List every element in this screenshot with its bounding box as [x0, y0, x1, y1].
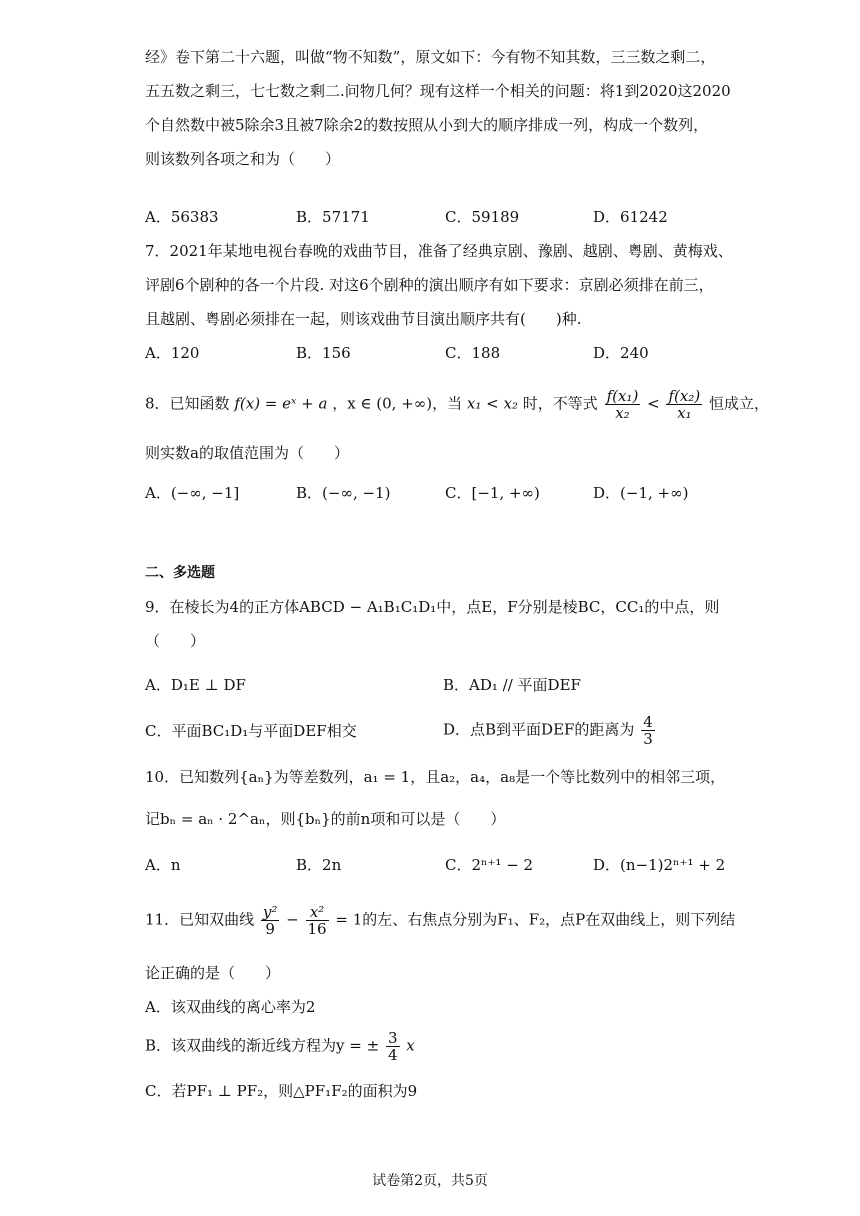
q11-frac2-den: 16	[307, 920, 327, 938]
q8-suffix: 恒成立，	[708, 394, 769, 413]
q6-option-d: D．61242	[593, 208, 668, 226]
q6-line-2: 五五数之剩三，七七数之剩二.问物几何？现有这样一个相关的问题：将1到2020这2020	[145, 82, 731, 100]
q8-condition: x₁ < x₂	[466, 394, 518, 413]
q11-b-den: 4	[387, 1046, 398, 1064]
q7-option-c: C．188	[445, 344, 501, 362]
q8-option-c: C．[−1, +∞)	[445, 484, 540, 502]
q8-line-2: 则实数a的取值范围为（ ）	[145, 444, 349, 462]
q10-option-c: C．2ⁿ⁺¹ − 2	[445, 856, 534, 874]
q7-line-3: 且越剧、粤剧必须排在一起，则该戏曲节目演出顺序共有( )种.	[145, 310, 582, 328]
q8-fraction-2	[666, 388, 702, 421]
q9-option-c: C．平面BC₁D₁与平面DEF相交	[145, 722, 357, 740]
q7-option-b: B．156	[296, 344, 351, 362]
q8-domain: ，x ∈ (0, +∞)，当	[332, 394, 463, 413]
q8-line-1	[145, 388, 769, 421]
q10-line-1: 10．已知数列{aₙ}为等差数列，a₁ = 1，且a₂，a₄，a₈是一个等比数列中的相邻三项，	[145, 768, 726, 786]
q7-line-1: 7．2021年某地电视台春晚的戏曲节目，准备了经典京剧、豫剧、越剧、粤剧、黄梅戏、	[145, 242, 733, 260]
q7-line-2: 评剧6个剧种的各一个片段. 对这6个剧种的演出顺序有如下要求：京剧必须排在前三，	[145, 276, 714, 294]
q9-line-1: 9．在棱长为4的正方体ABCD − A₁B₁C₁D₁中，点E，F分别是棱BC，CC₁的中点，则	[145, 598, 720, 616]
q7-option-a: A．120	[145, 344, 200, 362]
q8-option-b: B．(−∞, −1)	[296, 484, 391, 502]
q11-option-b-fraction	[386, 1030, 400, 1063]
q11-b-num: 3	[387, 1029, 398, 1047]
q8-frac2-num: f(x₂)	[668, 387, 701, 405]
q8-prefix: 8．已知函数	[145, 394, 230, 413]
q11-fraction-1	[261, 904, 280, 937]
q9-option-d	[443, 714, 657, 747]
q11-line-1	[145, 904, 735, 937]
q10-line-2: 记bₙ = aₙ · 2^aₙ，则{bₙ}的前n项和可以是（ ）	[145, 810, 506, 828]
q11-option-b-var: x	[406, 1036, 415, 1055]
q11-option-c: C．若PF₁ ⊥ PF₂，则△PF₁F₂的面积为9	[145, 1082, 418, 1100]
q9-d-num: 4	[643, 713, 653, 731]
q6-line-4: 则该数列各项之和为（ ）	[145, 150, 341, 168]
q11-minus: −	[286, 910, 299, 929]
q8-option-d: D．(−1, +∞)	[593, 484, 689, 502]
q11-frac1-num: y²	[262, 903, 278, 921]
q8-mid: 时，不等式	[522, 394, 598, 413]
q10-option-d: D．(n−1)2ⁿ⁺¹ + 2	[593, 856, 726, 874]
q9-option-b: B．AD₁ // 平面DEF	[443, 676, 581, 694]
q9-line-2: （ ）	[145, 632, 206, 650]
q11-frac2-num: x²	[306, 904, 329, 921]
q6-option-b: B．57171	[296, 208, 370, 226]
q9-d-den: 3	[643, 730, 653, 748]
q11-option-b	[145, 1030, 415, 1063]
q8-option-a: A．(−∞, −1]	[145, 484, 240, 502]
q11-frac1-den: 9	[265, 920, 275, 938]
q6-option-c: C．59189	[445, 208, 520, 226]
q6-option-a: A．56383	[145, 208, 219, 226]
q11-fraction-2	[306, 904, 329, 937]
q9-option-a: A．D₁E ⊥ DF	[145, 676, 246, 694]
q11-prefix: 11．已知双曲线	[145, 910, 255, 929]
q8-less-than: <	[647, 394, 660, 413]
q9-option-d-fraction	[641, 714, 655, 747]
q8-frac1-den: x₂	[615, 404, 630, 422]
q11-option-b-text: B．该双曲线的渐近线方程为y = ±	[145, 1036, 380, 1055]
q6-line-1: 经》卷下第二十六题，叫做“物不知数”，原文如下：今有物不知其数，三三数之剩二，	[145, 48, 716, 66]
q10-option-b: B．2n	[296, 856, 342, 874]
q6-line-3: 个自然数中被5除余3且被7除余2的数按照从小到大的顺序排成一列，构成一个数列，	[145, 116, 709, 134]
q9-option-d-text: D．点B到平面DEF的距离为	[443, 720, 635, 739]
q8-frac2-den: x₁	[677, 404, 692, 422]
q8-frac1-num: f(x₁)	[606, 387, 639, 405]
q8-fraction-1	[605, 388, 641, 421]
q8-function: f(x) = eˣ + a	[234, 394, 328, 413]
q11-suffix: = 1的左、右焦点分别为F₁、F₂，点P在双曲线上，则下列结	[335, 910, 736, 929]
page-footer: 试卷第2页，共5页	[372, 1173, 488, 1189]
q11-option-a: A．该双曲线的离心率为2	[145, 998, 316, 1016]
q11-line-2: 论正确的是（ ）	[145, 964, 281, 982]
section-heading-multiple-choice: 二、多选题	[145, 565, 215, 581]
q7-option-d: D．240	[593, 344, 649, 362]
q10-option-a: A．n	[145, 856, 181, 874]
